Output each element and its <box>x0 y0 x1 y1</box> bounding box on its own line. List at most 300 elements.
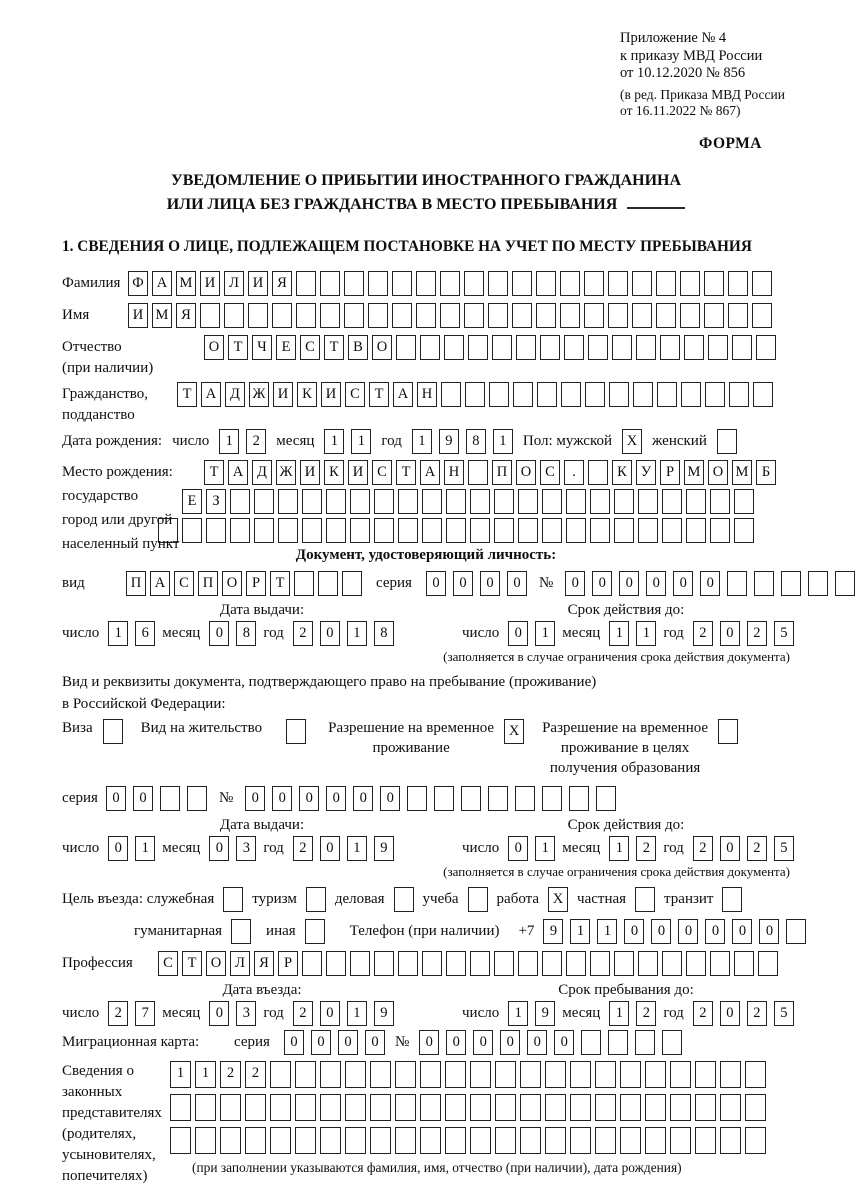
char-cell[interactable] <box>662 951 682 976</box>
char-cell[interactable] <box>657 382 677 407</box>
char-cell[interactable] <box>632 271 652 296</box>
char-cell[interactable]: 0 <box>508 836 528 861</box>
char-cell[interactable] <box>461 786 481 811</box>
char-cell[interactable]: 9 <box>374 1001 394 1026</box>
permit-issue-day-cells[interactable] <box>108 836 155 861</box>
char-cell[interactable]: Р <box>278 951 298 976</box>
char-cell[interactable]: 0 <box>209 836 229 861</box>
char-cell[interactable] <box>636 335 656 360</box>
char-cell[interactable] <box>570 1094 591 1121</box>
char-cell[interactable]: 2 <box>245 1061 266 1088</box>
char-cell[interactable]: 3 <box>236 836 256 861</box>
char-cell[interactable]: 1 <box>412 429 432 454</box>
char-cell[interactable] <box>656 271 676 296</box>
char-cell[interactable] <box>440 303 460 328</box>
char-cell[interactable] <box>495 1061 516 1088</box>
char-cell[interactable] <box>734 489 754 514</box>
char-cell[interactable] <box>320 1127 341 1154</box>
char-cell[interactable]: И <box>273 382 293 407</box>
char-cell[interactable]: А <box>393 382 413 407</box>
char-cell[interactable] <box>368 271 388 296</box>
char-cell[interactable]: 0 <box>133 786 153 811</box>
char-cell[interactable]: 9 <box>535 1001 555 1026</box>
char-cell[interactable] <box>444 335 464 360</box>
char-cell[interactable] <box>590 489 610 514</box>
char-cell[interactable] <box>398 489 418 514</box>
char-cell[interactable]: И <box>321 382 341 407</box>
representatives-cells-2[interactable] <box>170 1094 790 1121</box>
char-cell[interactable]: 2 <box>693 621 713 646</box>
char-cell[interactable]: 0 <box>678 919 698 944</box>
char-cell[interactable] <box>295 1094 316 1121</box>
char-cell[interactable]: 1 <box>195 1061 216 1088</box>
char-cell[interactable] <box>536 303 556 328</box>
char-cell[interactable] <box>560 303 580 328</box>
char-cell[interactable]: Я <box>254 951 274 976</box>
char-cell[interactable] <box>200 303 220 328</box>
char-cell[interactable] <box>542 786 562 811</box>
char-cell[interactable] <box>342 571 362 596</box>
char-cell[interactable]: С <box>158 951 178 976</box>
char-cell[interactable]: С <box>300 335 320 360</box>
female-checkbox[interactable] <box>717 429 737 454</box>
char-cell[interactable]: 9 <box>543 919 563 944</box>
char-cell[interactable] <box>656 303 676 328</box>
char-cell[interactable] <box>695 1061 716 1088</box>
char-cell[interactable] <box>536 271 556 296</box>
representatives-cells-1[interactable] <box>170 1061 790 1088</box>
char-cell[interactable] <box>441 382 461 407</box>
char-cell[interactable] <box>662 489 682 514</box>
char-cell[interactable]: П <box>198 571 218 596</box>
char-cell[interactable] <box>345 1094 366 1121</box>
char-cell[interactable]: Н <box>417 382 437 407</box>
char-cell[interactable]: X <box>548 887 568 912</box>
char-cell[interactable] <box>392 303 412 328</box>
citizenship-cells[interactable] <box>177 382 773 407</box>
char-cell[interactable] <box>187 786 207 811</box>
char-cell[interactable] <box>440 271 460 296</box>
char-cell[interactable] <box>392 271 412 296</box>
visa-checkbox[interactable] <box>103 719 123 744</box>
char-cell[interactable] <box>645 1061 666 1088</box>
char-cell[interactable]: 2 <box>693 1001 713 1026</box>
char-cell[interactable] <box>398 518 418 543</box>
char-cell[interactable] <box>518 518 538 543</box>
purpose-business-checkbox[interactable] <box>394 887 414 912</box>
char-cell[interactable] <box>512 303 532 328</box>
char-cell[interactable]: О <box>708 460 728 485</box>
char-cell[interactable] <box>540 335 560 360</box>
char-cell[interactable] <box>752 271 772 296</box>
char-cell[interactable]: Т <box>182 951 202 976</box>
char-cell[interactable]: А <box>152 271 172 296</box>
char-cell[interactable]: 0 <box>320 621 340 646</box>
char-cell[interactable]: 1 <box>609 836 629 861</box>
char-cell[interactable] <box>494 489 514 514</box>
char-cell[interactable] <box>272 303 292 328</box>
char-cell[interactable] <box>512 271 532 296</box>
purpose-private-checkbox[interactable] <box>635 887 655 912</box>
char-cell[interactable]: 0 <box>732 919 752 944</box>
char-cell[interactable]: 1 <box>609 1001 629 1026</box>
char-cell[interactable] <box>728 303 748 328</box>
char-cell[interactable] <box>320 303 340 328</box>
profession-cells[interactable] <box>158 951 778 976</box>
doc-valid-day-cells[interactable] <box>508 621 555 646</box>
char-cell[interactable]: . <box>564 460 584 485</box>
char-cell[interactable]: X <box>504 719 524 744</box>
char-cell[interactable] <box>295 1061 316 1088</box>
char-cell[interactable] <box>345 1061 366 1088</box>
char-cell[interactable] <box>745 1127 766 1154</box>
char-cell[interactable] <box>518 951 538 976</box>
char-cell[interactable] <box>394 887 414 912</box>
char-cell[interactable] <box>595 1061 616 1088</box>
char-cell[interactable] <box>542 951 562 976</box>
stay-month-cells[interactable] <box>609 1001 656 1026</box>
char-cell[interactable] <box>220 1127 241 1154</box>
char-cell[interactable] <box>704 271 724 296</box>
char-cell[interactable] <box>695 1094 716 1121</box>
char-cell[interactable] <box>488 271 508 296</box>
char-cell[interactable] <box>395 1094 416 1121</box>
char-cell[interactable] <box>518 489 538 514</box>
char-cell[interactable]: 1 <box>347 836 367 861</box>
char-cell[interactable] <box>588 335 608 360</box>
char-cell[interactable] <box>635 887 655 912</box>
char-cell[interactable] <box>344 271 364 296</box>
char-cell[interactable] <box>560 271 580 296</box>
char-cell[interactable]: 1 <box>170 1061 191 1088</box>
doc-valid-year-cells[interactable] <box>693 621 794 646</box>
char-cell[interactable] <box>470 1061 491 1088</box>
char-cell[interactable]: З <box>206 489 226 514</box>
char-cell[interactable]: 1 <box>535 836 555 861</box>
char-cell[interactable]: 0 <box>554 1030 574 1055</box>
char-cell[interactable]: Т <box>369 382 389 407</box>
char-cell[interactable] <box>302 489 322 514</box>
char-cell[interactable] <box>614 951 634 976</box>
char-cell[interactable] <box>422 518 442 543</box>
purpose-tourism-checkbox[interactable] <box>306 887 326 912</box>
char-cell[interactable] <box>294 571 314 596</box>
char-cell[interactable] <box>595 1127 616 1154</box>
char-cell[interactable] <box>320 1094 341 1121</box>
char-cell[interactable] <box>542 518 562 543</box>
char-cell[interactable] <box>494 518 514 543</box>
char-cell[interactable] <box>686 489 706 514</box>
purpose-transit-checkbox[interactable] <box>722 887 742 912</box>
char-cell[interactable]: О <box>372 335 392 360</box>
char-cell[interactable]: Л <box>230 951 250 976</box>
char-cell[interactable] <box>488 303 508 328</box>
purpose-humanitarian-checkbox[interactable] <box>231 919 251 944</box>
char-cell[interactable]: Т <box>177 382 197 407</box>
char-cell[interactable] <box>278 489 298 514</box>
char-cell[interactable]: М <box>176 271 196 296</box>
char-cell[interactable] <box>561 382 581 407</box>
char-cell[interactable] <box>278 518 298 543</box>
char-cell[interactable]: Л <box>224 271 244 296</box>
char-cell[interactable]: О <box>206 951 226 976</box>
char-cell[interactable]: 0 <box>720 621 740 646</box>
char-cell[interactable]: 0 <box>500 1030 520 1055</box>
char-cell[interactable] <box>566 518 586 543</box>
char-cell[interactable]: 0 <box>624 919 644 944</box>
char-cell[interactable]: 2 <box>293 621 313 646</box>
char-cell[interactable] <box>395 1127 416 1154</box>
char-cell[interactable] <box>370 1061 391 1088</box>
char-cell[interactable]: 0 <box>353 786 373 811</box>
char-cell[interactable]: 0 <box>619 571 639 596</box>
char-cell[interactable]: 0 <box>284 1030 304 1055</box>
char-cell[interactable] <box>416 303 436 328</box>
char-cell[interactable] <box>745 1094 766 1121</box>
purpose-other-checkbox[interactable] <box>305 919 325 944</box>
char-cell[interactable] <box>590 518 610 543</box>
char-cell[interactable] <box>468 335 488 360</box>
char-cell[interactable]: 2 <box>220 1061 241 1088</box>
doc-valid-month-cells[interactable] <box>609 621 656 646</box>
char-cell[interactable]: 5 <box>774 836 794 861</box>
char-cell[interactable] <box>160 786 180 811</box>
char-cell[interactable] <box>710 518 730 543</box>
char-cell[interactable]: М <box>732 460 752 485</box>
char-cell[interactable] <box>220 1094 241 1121</box>
stay-day-cells[interactable] <box>508 1001 555 1026</box>
char-cell[interactable] <box>368 303 388 328</box>
char-cell[interactable] <box>753 382 773 407</box>
char-cell[interactable] <box>705 382 725 407</box>
char-cell[interactable] <box>223 887 243 912</box>
char-cell[interactable] <box>248 303 268 328</box>
purpose-official-checkbox[interactable] <box>223 887 243 912</box>
char-cell[interactable] <box>520 1061 541 1088</box>
char-cell[interactable] <box>638 489 658 514</box>
char-cell[interactable]: Я <box>272 271 292 296</box>
char-cell[interactable] <box>584 271 604 296</box>
char-cell[interactable] <box>516 335 536 360</box>
char-cell[interactable]: Б <box>756 460 776 485</box>
char-cell[interactable] <box>729 382 749 407</box>
temp-residence-checkbox[interactable] <box>504 719 524 744</box>
char-cell[interactable] <box>633 382 653 407</box>
char-cell[interactable] <box>638 518 658 543</box>
surname-cells[interactable] <box>128 271 772 296</box>
char-cell[interactable] <box>786 919 806 944</box>
char-cell[interactable]: Е <box>276 335 296 360</box>
char-cell[interactable]: Н <box>444 460 464 485</box>
char-cell[interactable]: 0 <box>245 786 265 811</box>
char-cell[interactable] <box>584 303 604 328</box>
char-cell[interactable] <box>350 489 370 514</box>
char-cell[interactable]: 2 <box>108 1001 128 1026</box>
name-cells[interactable] <box>128 303 772 328</box>
birth-place-cells-3[interactable] <box>158 518 790 543</box>
char-cell[interactable] <box>614 489 634 514</box>
char-cell[interactable]: 1 <box>135 836 155 861</box>
birth-month-cells[interactable] <box>324 429 371 454</box>
char-cell[interactable]: 1 <box>493 429 513 454</box>
char-cell[interactable]: Ж <box>276 460 296 485</box>
char-cell[interactable]: 0 <box>426 571 446 596</box>
char-cell[interactable]: 2 <box>636 836 656 861</box>
doc-kind-cells[interactable] <box>126 571 362 596</box>
char-cell[interactable] <box>420 1094 441 1121</box>
char-cell[interactable] <box>718 719 738 744</box>
char-cell[interactable] <box>754 571 774 596</box>
char-cell[interactable]: 0 <box>299 786 319 811</box>
char-cell[interactable]: 2 <box>693 836 713 861</box>
char-cell[interactable] <box>645 1127 666 1154</box>
char-cell[interactable]: Т <box>228 335 248 360</box>
char-cell[interactable]: Т <box>396 460 416 485</box>
char-cell[interactable]: А <box>201 382 221 407</box>
char-cell[interactable] <box>670 1094 691 1121</box>
permit-valid-day-cells[interactable] <box>508 836 555 861</box>
stay-year-cells[interactable] <box>693 1001 794 1026</box>
char-cell[interactable]: Р <box>660 460 680 485</box>
doc-issue-month-cells[interactable] <box>209 621 256 646</box>
char-cell[interactable] <box>468 887 488 912</box>
char-cell[interactable] <box>515 786 535 811</box>
char-cell[interactable]: 0 <box>473 1030 493 1055</box>
char-cell[interactable] <box>270 1061 291 1088</box>
char-cell[interactable] <box>470 489 490 514</box>
char-cell[interactable]: 0 <box>365 1030 385 1055</box>
char-cell[interactable] <box>306 887 326 912</box>
char-cell[interactable]: 0 <box>480 571 500 596</box>
char-cell[interactable] <box>195 1127 216 1154</box>
char-cell[interactable] <box>545 1094 566 1121</box>
char-cell[interactable] <box>585 382 605 407</box>
char-cell[interactable] <box>170 1127 191 1154</box>
char-cell[interactable] <box>420 335 440 360</box>
male-checkbox[interactable] <box>622 429 642 454</box>
char-cell[interactable] <box>445 1127 466 1154</box>
char-cell[interactable]: 0 <box>565 571 585 596</box>
birth-place-cells-1[interactable] <box>204 460 790 485</box>
char-cell[interactable] <box>224 303 244 328</box>
char-cell[interactable] <box>835 571 855 596</box>
permit-number-cells[interactable] <box>245 786 616 811</box>
char-cell[interactable]: Ч <box>252 335 272 360</box>
char-cell[interactable] <box>170 1094 191 1121</box>
char-cell[interactable] <box>318 571 338 596</box>
char-cell[interactable] <box>758 951 778 976</box>
char-cell[interactable]: М <box>684 460 704 485</box>
char-cell[interactable]: 6 <box>135 621 155 646</box>
char-cell[interactable] <box>422 951 442 976</box>
char-cell[interactable] <box>350 951 370 976</box>
char-cell[interactable]: 8 <box>466 429 486 454</box>
char-cell[interactable]: О <box>204 335 224 360</box>
char-cell[interactable]: Я <box>176 303 196 328</box>
char-cell[interactable]: 0 <box>446 1030 466 1055</box>
char-cell[interactable]: 1 <box>347 1001 367 1026</box>
char-cell[interactable] <box>495 1094 516 1121</box>
char-cell[interactable]: К <box>324 460 344 485</box>
char-cell[interactable]: М <box>152 303 172 328</box>
char-cell[interactable] <box>614 518 634 543</box>
char-cell[interactable] <box>326 518 346 543</box>
char-cell[interactable]: И <box>248 271 268 296</box>
purpose-study-checkbox[interactable] <box>468 887 488 912</box>
char-cell[interactable] <box>662 518 682 543</box>
char-cell[interactable] <box>608 1030 628 1055</box>
char-cell[interactable]: 0 <box>320 836 340 861</box>
char-cell[interactable]: 0 <box>507 571 527 596</box>
char-cell[interactable] <box>569 786 589 811</box>
char-cell[interactable] <box>492 335 512 360</box>
char-cell[interactable] <box>344 303 364 328</box>
char-cell[interactable] <box>717 429 737 454</box>
char-cell[interactable] <box>195 1094 216 1121</box>
char-cell[interactable]: П <box>492 460 512 485</box>
permit-issue-year-cells[interactable] <box>293 836 394 861</box>
char-cell[interactable] <box>370 1094 391 1121</box>
char-cell[interactable] <box>295 1127 316 1154</box>
char-cell[interactable] <box>612 335 632 360</box>
char-cell[interactable]: 0 <box>419 1030 439 1055</box>
char-cell[interactable]: О <box>516 460 536 485</box>
char-cell[interactable] <box>710 489 730 514</box>
char-cell[interactable] <box>495 1127 516 1154</box>
char-cell[interactable] <box>182 518 202 543</box>
char-cell[interactable]: И <box>300 460 320 485</box>
char-cell[interactable]: 0 <box>592 571 612 596</box>
char-cell[interactable] <box>570 1061 591 1088</box>
entry-day-cells[interactable] <box>108 1001 155 1026</box>
char-cell[interactable]: 1 <box>597 919 617 944</box>
char-cell[interactable] <box>465 382 485 407</box>
char-cell[interactable] <box>254 518 274 543</box>
char-cell[interactable] <box>446 489 466 514</box>
char-cell[interactable] <box>638 951 658 976</box>
char-cell[interactable] <box>395 1061 416 1088</box>
char-cell[interactable] <box>745 1061 766 1088</box>
char-cell[interactable] <box>734 951 754 976</box>
char-cell[interactable] <box>206 518 226 543</box>
char-cell[interactable] <box>686 518 706 543</box>
char-cell[interactable]: А <box>150 571 170 596</box>
char-cell[interactable] <box>680 271 700 296</box>
char-cell[interactable]: 2 <box>246 429 266 454</box>
char-cell[interactable]: 5 <box>774 1001 794 1026</box>
char-cell[interactable] <box>416 271 436 296</box>
char-cell[interactable] <box>245 1127 266 1154</box>
char-cell[interactable]: 1 <box>324 429 344 454</box>
char-cell[interactable] <box>350 518 370 543</box>
char-cell[interactable]: 1 <box>609 621 629 646</box>
char-cell[interactable] <box>680 303 700 328</box>
char-cell[interactable]: Т <box>204 460 224 485</box>
char-cell[interactable] <box>781 571 801 596</box>
char-cell[interactable]: 0 <box>380 786 400 811</box>
doc-number-cells[interactable] <box>565 571 855 596</box>
char-cell[interactable] <box>720 1127 741 1154</box>
permit-issue-month-cells[interactable] <box>209 836 256 861</box>
char-cell[interactable]: 7 <box>135 1001 155 1026</box>
char-cell[interactable] <box>326 489 346 514</box>
char-cell[interactable] <box>670 1061 691 1088</box>
char-cell[interactable] <box>296 271 316 296</box>
char-cell[interactable] <box>704 303 724 328</box>
char-cell[interactable] <box>537 382 557 407</box>
char-cell[interactable] <box>420 1061 441 1088</box>
birth-place-cells-2[interactable] <box>182 489 790 514</box>
